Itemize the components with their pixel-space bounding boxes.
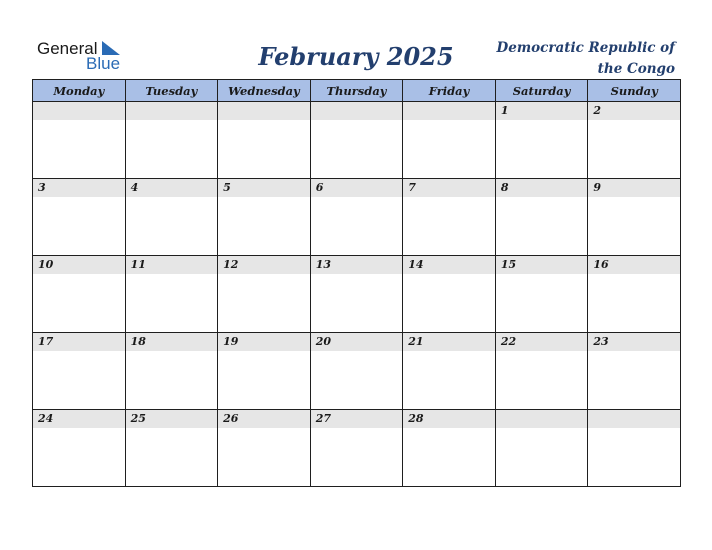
day-number-bar <box>218 333 310 351</box>
day-cell <box>33 256 126 333</box>
day-cell <box>125 333 218 410</box>
day-number-bar <box>496 410 588 428</box>
day-number-bar <box>311 179 403 197</box>
day-cell <box>310 410 403 487</box>
day-number-bar <box>126 179 218 197</box>
day-cell <box>495 333 588 410</box>
week-row <box>33 102 681 179</box>
day-number-bar <box>311 102 403 120</box>
weekday-header: Thursday <box>310 80 403 102</box>
day-number-bar <box>588 333 680 351</box>
weekday-header: Tuesday <box>125 80 218 102</box>
day-number-bar <box>33 102 125 120</box>
day-cell <box>125 256 218 333</box>
day-cell <box>33 179 126 256</box>
day-number-bar <box>33 410 125 428</box>
day-number: 16 <box>593 258 609 271</box>
day-number-bar <box>311 410 403 428</box>
weekday-header: Sunday <box>588 80 681 102</box>
day-cell <box>495 410 588 487</box>
day-cell <box>33 333 126 410</box>
day-cell <box>125 102 218 179</box>
generalblue-logo <box>37 38 127 74</box>
day-number-bar <box>311 333 403 351</box>
day-cell <box>403 256 496 333</box>
week-row <box>33 179 681 256</box>
day-number-bar <box>588 256 680 274</box>
day-cell <box>218 410 311 487</box>
day-number-bar <box>403 256 495 274</box>
day-number-bar <box>588 410 680 428</box>
day-number: 24 <box>38 412 54 425</box>
day-cell <box>495 102 588 179</box>
day-number-bar <box>496 179 588 197</box>
day-number: 14 <box>408 258 424 271</box>
day-number-bar <box>218 179 310 197</box>
day-number: 19 <box>223 335 239 348</box>
day-cell <box>588 410 681 487</box>
day-number: 22 <box>500 335 517 348</box>
day-number-bar <box>496 256 588 274</box>
day-number: 20 <box>315 335 331 348</box>
day-number-bar <box>403 179 495 197</box>
day-number-bar <box>218 102 310 120</box>
day-number: 21 <box>408 335 424 348</box>
day-cell <box>218 333 311 410</box>
day-number-bar <box>496 102 588 120</box>
day-cell <box>588 256 681 333</box>
day-number: 11 <box>130 258 146 271</box>
day-cell <box>125 179 218 256</box>
day-cell <box>310 179 403 256</box>
country-name: Democratic Republic of the Congo <box>496 40 675 77</box>
week-row <box>33 256 681 333</box>
day-cell <box>403 179 496 256</box>
day-number-bar <box>33 179 125 197</box>
day-number: 10 <box>38 258 54 271</box>
day-cell <box>33 102 126 179</box>
day-number: 9 <box>593 181 602 194</box>
day-number-bar <box>403 410 495 428</box>
day-cell <box>403 102 496 179</box>
day-number-bar <box>33 333 125 351</box>
weekday-header: Saturday <box>495 80 588 102</box>
day-cell <box>588 333 681 410</box>
day-cell <box>495 256 588 333</box>
day-number: 3 <box>38 181 46 194</box>
day-cell <box>310 256 403 333</box>
logo-blue-text: Blue <box>86 54 121 73</box>
day-number: 23 <box>593 335 609 348</box>
day-cell <box>33 410 126 487</box>
day-cell <box>403 410 496 487</box>
day-number: 12 <box>223 258 239 271</box>
day-number: 28 <box>408 412 424 425</box>
day-number: 13 <box>315 258 331 271</box>
day-number-bar <box>588 179 680 197</box>
day-number-bar <box>311 256 403 274</box>
day-number-bar <box>588 102 680 120</box>
logo-general-text: General <box>37 39 98 58</box>
day-number: 18 <box>130 335 146 348</box>
calendar-grid <box>32 79 681 487</box>
day-number-bar <box>33 256 125 274</box>
weekday-header: Monday <box>33 80 126 102</box>
weekday-header: Friday <box>403 80 496 102</box>
day-cell <box>125 410 218 487</box>
day-cell <box>310 102 403 179</box>
day-number-bar <box>403 102 495 120</box>
day-number: 4 <box>130 181 139 194</box>
day-number: 5 <box>223 181 231 194</box>
day-number: 15 <box>500 258 517 271</box>
day-number: 1 <box>500 104 509 117</box>
day-number-bar <box>126 102 218 120</box>
day-number: 2 <box>593 104 602 117</box>
day-cell <box>218 102 311 179</box>
day-number-bar <box>218 256 310 274</box>
day-number-bar <box>403 333 495 351</box>
day-number: 6 <box>315 181 324 194</box>
day-number: 26 <box>223 412 239 425</box>
day-number-bar <box>218 410 310 428</box>
day-cell <box>588 179 681 256</box>
day-number: 17 <box>38 335 54 348</box>
week-row <box>33 333 681 410</box>
day-cell <box>218 256 311 333</box>
day-cell <box>403 333 496 410</box>
day-cell <box>310 333 403 410</box>
day-cell <box>218 179 311 256</box>
weekday-header: Wednesday <box>218 80 311 102</box>
day-cell <box>495 179 588 256</box>
day-number-bar <box>126 256 218 274</box>
calendar-title: February 2025 <box>258 42 454 71</box>
day-number-bar <box>126 333 218 351</box>
day-number-bar <box>496 333 588 351</box>
day-number: 27 <box>315 412 331 425</box>
day-number: 7 <box>408 181 416 194</box>
weekday-header-row <box>33 80 681 102</box>
day-number: 25 <box>130 412 146 425</box>
day-number: 8 <box>500 181 509 194</box>
day-cell <box>588 102 681 179</box>
day-number-bar <box>126 410 218 428</box>
week-row <box>33 410 681 487</box>
